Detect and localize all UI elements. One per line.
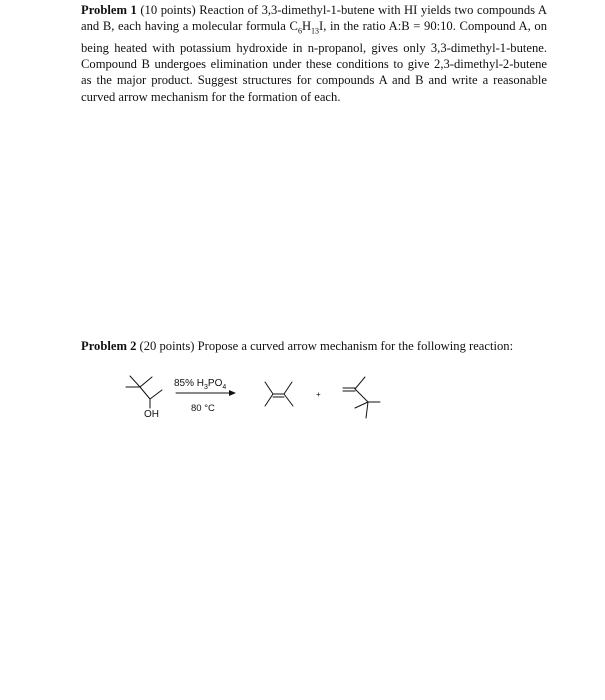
problem-2-label: Problem 2 [81, 339, 137, 353]
problem-2-text: Propose a curved arrow mechanism for the following reaction: [197, 339, 514, 353]
hydroxyl-label: OH [144, 409, 159, 420]
problem-1-intro: Reaction of 3,3-dimethyl-1-butene with HI yields two compounds A and B, each having a molecular formula C [81, 3, 547, 34]
formula-h-subscript: 13 [311, 26, 320, 36]
reactant-structure [126, 376, 162, 408]
problem-1-rest: I, in the ratio A:B = 90:10. Compound A, on being heated with potassium hydroxide in n-propanol, gives only 3,3-dimethyl-1-butene. Compound B undergoes elimination under these conditions to give 2,3-dimethyl-2-butene as the major product. Suggest structures for compounds A and B and write a reasonable curved arrow mechanism for the formation of each. [81, 19, 547, 104]
problem-2-points: (20 points) [139, 339, 195, 353]
plus-sign: + [316, 390, 321, 399]
formula-h: H [301, 19, 312, 34]
problem-1-label: Problem 1 [81, 3, 137, 17]
problem-1-points: (10 points) [140, 3, 196, 17]
product-2-structure [343, 377, 380, 418]
product-1-structure [265, 382, 293, 406]
formula-c-subscript: 6 [297, 26, 302, 36]
condition-label: 80 °C [191, 403, 215, 414]
reagent-label: 85% $H_3PO_4$ [174, 378, 227, 391]
